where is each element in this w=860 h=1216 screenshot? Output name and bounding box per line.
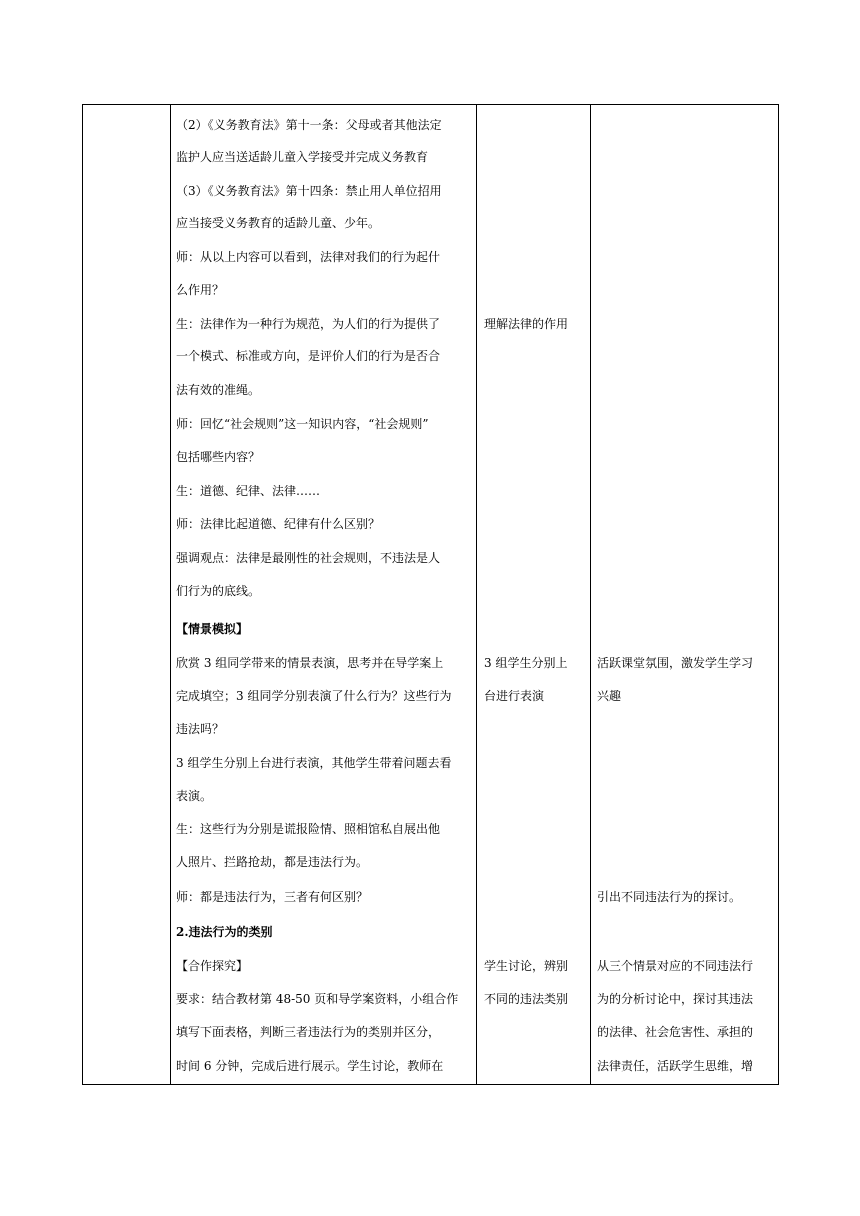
process-line: 法有效的准绳。 [176,383,261,397]
intent-line: 活跃课堂氛围，激发学生学习 [597,656,754,670]
process-line: 完成填空；3 组同学分别表演了什么行为？这些行为 [176,689,452,703]
intent-line: 从三个情景对应的不同违法行 [597,959,754,973]
column-divider-2 [476,105,477,1084]
process-line: 表演。 [176,789,213,803]
activity-line: 不同的违法类别 [484,992,569,1006]
process-line: 3 组学生分别上台进行表演，其他学生带着问题去看 [176,756,452,770]
section-heading: 【情景模拟】 [176,622,249,636]
process-line: 师：从以上内容可以看到，法律对我们的行为起什 [176,250,441,264]
process-line: 师：回忆“社会规则”这一知识内容，“社会规则” [176,417,429,431]
intent-line: 的法律、社会危害性、承担的 [597,1025,754,1039]
process-line: （3）《义务教育法》第十四条：禁止用人单位招用 [176,184,442,198]
process-line: 监护人应当送适龄儿童入学接受并完成义务教育 [176,150,429,164]
process-line: 包括哪些内容？ [176,450,261,464]
process-line: 要求：结合教材第 48-50 页和导学案资料，小组合作 [176,992,459,1006]
process-line: 生：这些行为分别是谎报险情、照相馆私自展出他 [176,822,441,836]
process-line: 违法吗？ [176,722,225,736]
process-line: 生：法律作为一种行为规范，为人们的行为提供了 [176,317,441,331]
process-line: 师：都是违法行为，三者有何区别？ [176,890,369,904]
intent-line: 为的分析讨论中，探讨其违法 [597,992,754,1006]
column-divider-3 [590,105,591,1084]
section-heading: 2.违法行为的类别 [176,925,273,939]
process-line: 应当接受义务教育的适龄儿童、少年。 [176,216,381,230]
process-line: 人照片、拦路抢劫，都是违法行为。 [176,855,369,869]
process-line: 填写下面表格，判断三者违法行为的类别并区分， [176,1025,441,1039]
column-divider-1 [170,105,171,1084]
activity-line: 理解法律的作用 [484,317,569,331]
process-line: 强调观点：法律是最刚性的社会规则，不违法是人 [176,551,441,565]
activity-line: 学生讨论，辨别 [484,959,569,973]
intent-line: 引出不同违法行为的探讨。 [597,890,742,904]
process-line: 们行为的底线。 [176,584,261,598]
process-line: 欣赏 3 组同学带来的情景表演，思考并在导学案上 [176,656,444,670]
process-line: 【合作探究】 [176,959,249,973]
process-line: 师：法律比起道德、纪律有什么区别？ [176,517,381,531]
process-line: 一个模式、标准或方向，是评价人们的行为是否合 [176,349,441,363]
process-line: （2）《义务教育法》第十一条：父母或者其他法定 [176,118,442,132]
process-line: 么作用？ [176,283,225,297]
intent-line: 法律责任，活跃学生思维，增 [597,1059,754,1073]
activity-line: 3 组学生分别上 [484,656,568,670]
activity-line: 台进行表演 [484,689,545,703]
process-line: 时间 6 分钟，完成后进行展示。学生讨论，教师在 [176,1059,444,1073]
intent-line: 兴趣 [597,689,622,703]
process-line: 生：道德、纪律、法律…… [176,484,321,498]
